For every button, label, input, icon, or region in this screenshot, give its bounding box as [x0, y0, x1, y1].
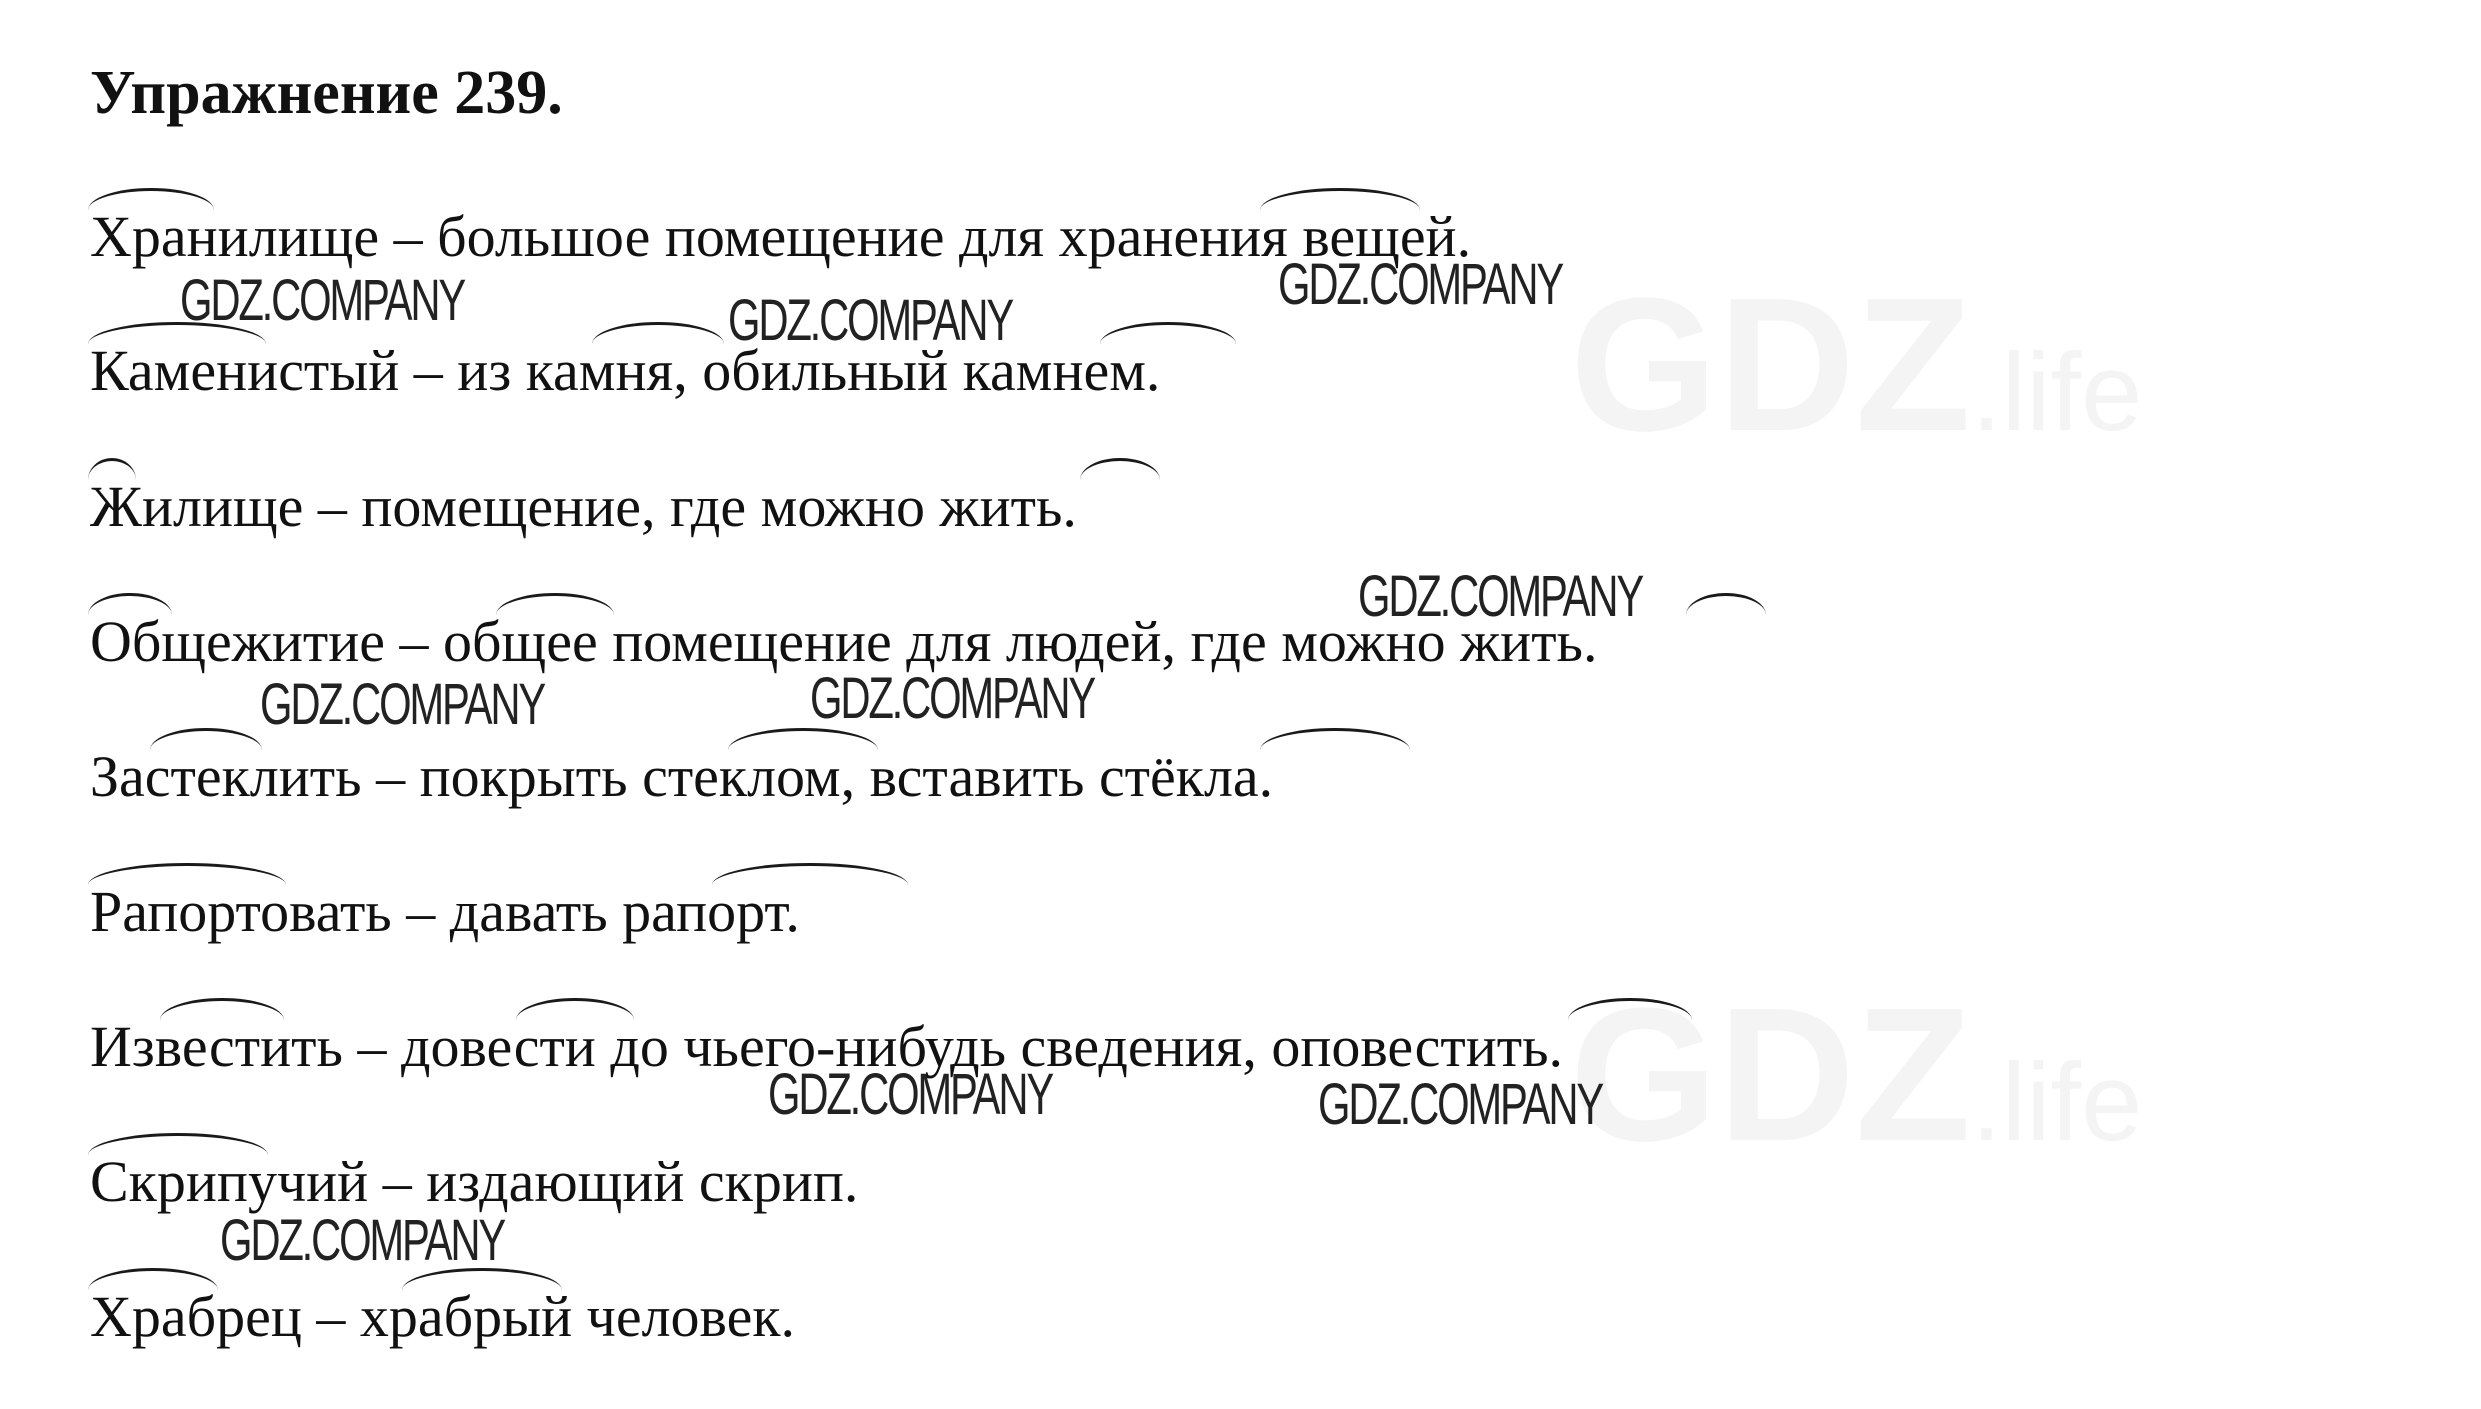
- definition-line: Рапортовать – давать рапорт.: [90, 879, 800, 944]
- definition-line: Каменистый – из камня, обильный камнем.: [90, 338, 1161, 403]
- background-watermark-suffix: .life: [1971, 1041, 2143, 1164]
- root-arc-mark: [88, 1133, 268, 1155]
- root-arc-mark: [1686, 593, 1766, 615]
- definition-line: Общежитие – общее помещение для людей, где можно жить.: [90, 609, 1598, 674]
- root-arc-mark: [728, 728, 878, 750]
- background-watermark-main: GDZ: [1570, 259, 1972, 471]
- watermark-stamp: GDZ.COMPANY: [810, 666, 1095, 731]
- watermark-stamp: GDZ.COMPANY: [1278, 252, 1563, 317]
- definition-line: Храбрец – храбрый человек.: [90, 1284, 796, 1349]
- root-arc-mark: [88, 1268, 218, 1290]
- watermark-stamp: GDZ.COMPANY: [1318, 1072, 1603, 1137]
- background-watermark: [1570, 259, 2143, 471]
- definition-line: Скрипучий – издающий скрип.: [90, 1149, 859, 1214]
- watermark-stamp: GDZ.COMPANY: [1358, 564, 1643, 629]
- watermark-stamp: GDZ.COMPANY: [180, 268, 465, 333]
- root-arc-mark: [88, 188, 214, 210]
- definition-line: Застеклить – покрыть стеклом, вставить стёкла.: [90, 744, 1274, 809]
- root-arc-mark: [712, 863, 908, 885]
- root-arc-mark: [88, 458, 136, 480]
- definition-line: Хранилище – большое помещение для хранения вещей.: [90, 204, 1472, 269]
- root-arc-mark: [160, 998, 284, 1020]
- root-arc-mark: [88, 593, 172, 615]
- root-arc-mark: [496, 593, 614, 615]
- exercise-title: Упражнение 239.: [90, 59, 563, 127]
- root-arc-mark: [150, 728, 262, 750]
- watermark-stamp: GDZ.COMPANY: [728, 288, 1013, 353]
- root-arc-mark: [88, 863, 286, 885]
- root-arc-mark: [516, 998, 634, 1020]
- root-arc-mark: [592, 322, 724, 344]
- watermark-stamp: GDZ.COMPANY: [768, 1062, 1053, 1127]
- definition-line: Жилище – помещение, где можно жить.: [90, 474, 1077, 539]
- root-arc-mark: [1260, 188, 1420, 210]
- root-arc-mark: [1260, 728, 1410, 750]
- root-arc-mark: [1100, 322, 1236, 344]
- background-watermark-suffix: .life: [1971, 331, 2143, 454]
- root-arc-mark: [1080, 458, 1160, 480]
- definition-line: Известить – довести до чьего-нибудь сведения, оповестить.: [90, 1014, 1564, 1079]
- background-watermark-main: GDZ: [1570, 969, 1972, 1181]
- watermark-stamp: GDZ.COMPANY: [220, 1208, 505, 1273]
- watermark-stamp: GDZ.COMPANY: [260, 672, 545, 737]
